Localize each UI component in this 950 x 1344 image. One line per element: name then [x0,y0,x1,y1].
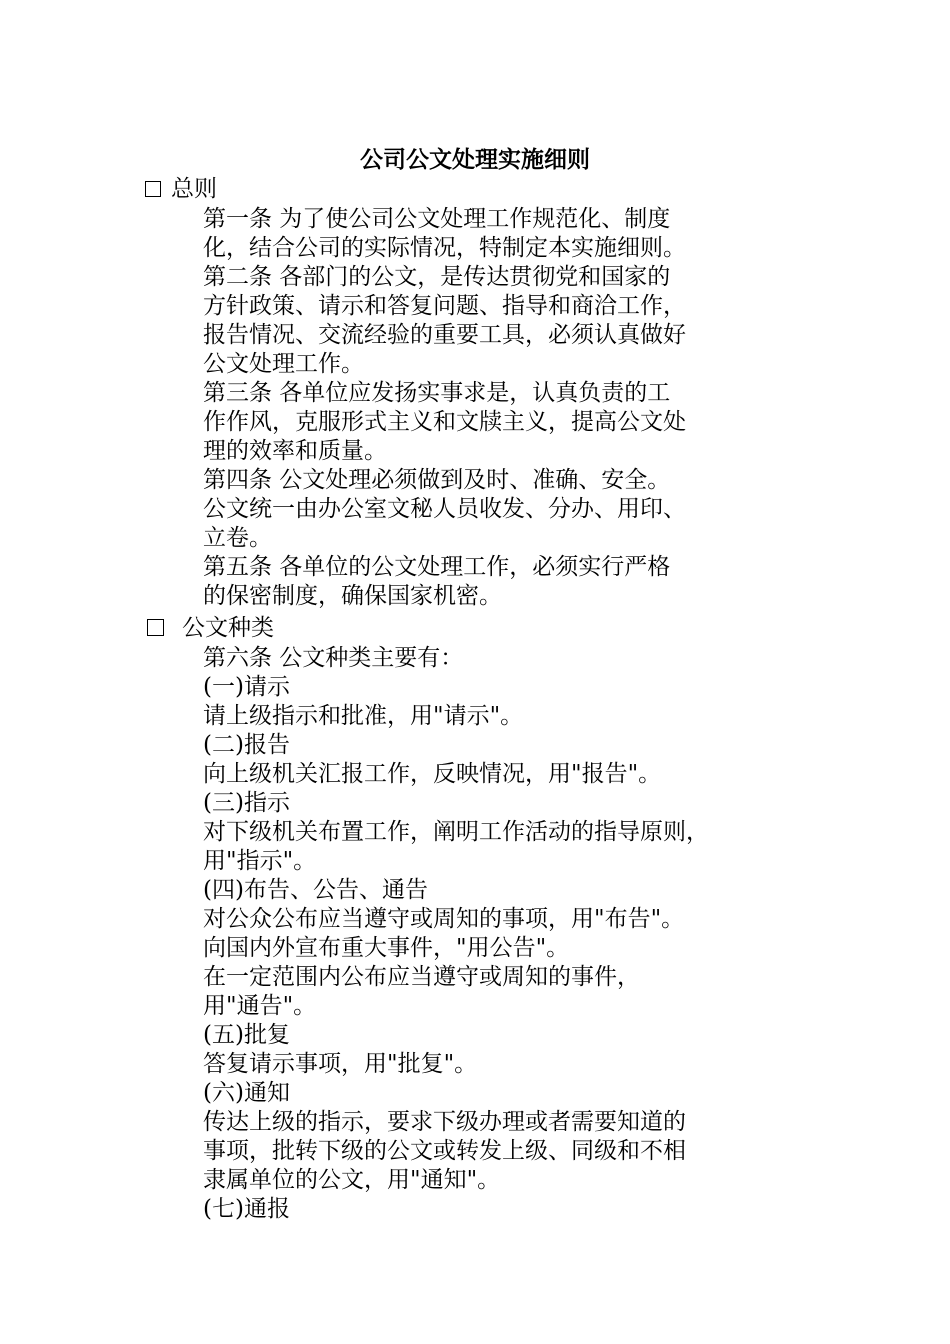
paragraph-line: 化，结合公司的实际情况，特制定本实施细则。 [203,235,686,261]
paragraph-line: 公文处理工作。 [203,351,364,377]
paragraph-line: 答复请示事项，用"批复"。 [203,1051,478,1077]
paragraph-line: (三)指示 [203,790,290,816]
paragraph-line: 第五条 各单位的公文处理工作，必须实行严格 [203,554,671,580]
paragraph-line: 理的效率和质量。 [203,438,387,464]
paragraph-line: 第三条 各单位应发扬实事求是，认真负责的工 [203,380,671,406]
paragraph-line: 第四条 公文处理必须做到及时、准确、安全。 [203,467,671,493]
paragraph-line: 用"指示"。 [203,848,317,874]
paragraph-line: (五)批复 [203,1022,290,1048]
section-heading-label: 总则 [171,176,217,202]
paragraph-line: 第二条 各部门的公文，是传达贯彻党和国家的 [203,264,671,290]
section-body-general [203,205,763,611]
paragraph-line: 作作风，克服形式主义和文牍主义，提高公文处 [203,409,686,435]
paragraph-line: 第六条 公文种类主要有： [203,645,464,671]
checkbox-square-icon [145,181,161,197]
paragraph-line: 公文统一由办公室文秘人员收发、分办、用印、 [203,496,686,522]
paragraph-line: 的保密制度，确保国家机密。 [203,583,502,609]
section-body-document-types [203,644,763,1224]
paragraph-line: 报告情况、交流经验的重要工具，必须认真做好 [203,322,686,348]
section-heading-document-types [147,614,274,643]
paragraph-line: 向国内外宣布重大事件，"用公告"。 [203,935,570,961]
paragraph-line: 对公众公布应当遵守或周知的事项，用"布告"。 [203,906,685,932]
paragraph-line: (一)请示 [203,674,290,700]
paragraph-line: (六)通知 [203,1080,290,1106]
paragraph-line: (四)布告、公告、通告 [203,877,428,903]
paragraph-line: 方针政策、请示和答复问题、指导和商洽工作， [203,293,686,319]
paragraph-line: (七)通报 [203,1196,290,1222]
paragraph-line: 事项，批转下级的公文或转发上级、同级和不相 [203,1138,686,1164]
paragraph-line: 对下级机关布置工作，阐明工作活动的指导原则， [203,819,709,845]
section-heading-label: 公文种类 [182,615,274,641]
paragraph-line: 在一定范围内公布应当遵守或周知的事件， [203,964,640,990]
paragraph-line: 隶属单位的公文，用"通知"。 [203,1167,501,1193]
paragraph-line: 立卷。 [203,525,272,551]
section-heading-general [145,175,217,204]
paragraph-line: 用"通告"。 [203,993,317,1019]
checkbox-square-icon [147,619,164,636]
document-title: 公司公文处理实施细则 [360,146,590,173]
paragraph-line: 传达上级的指示，要求下级办理或者需要知道的 [203,1109,686,1135]
paragraph-line: 向上级机关汇报工作，反映情况，用"报告"。 [203,761,662,787]
paragraph-line: 第一条 为了使公司公文处理工作规范化、制度 [203,206,671,232]
paragraph-line: 请上级指示和批准，用"请示"。 [203,703,524,729]
paragraph-line: (二)报告 [203,732,290,758]
